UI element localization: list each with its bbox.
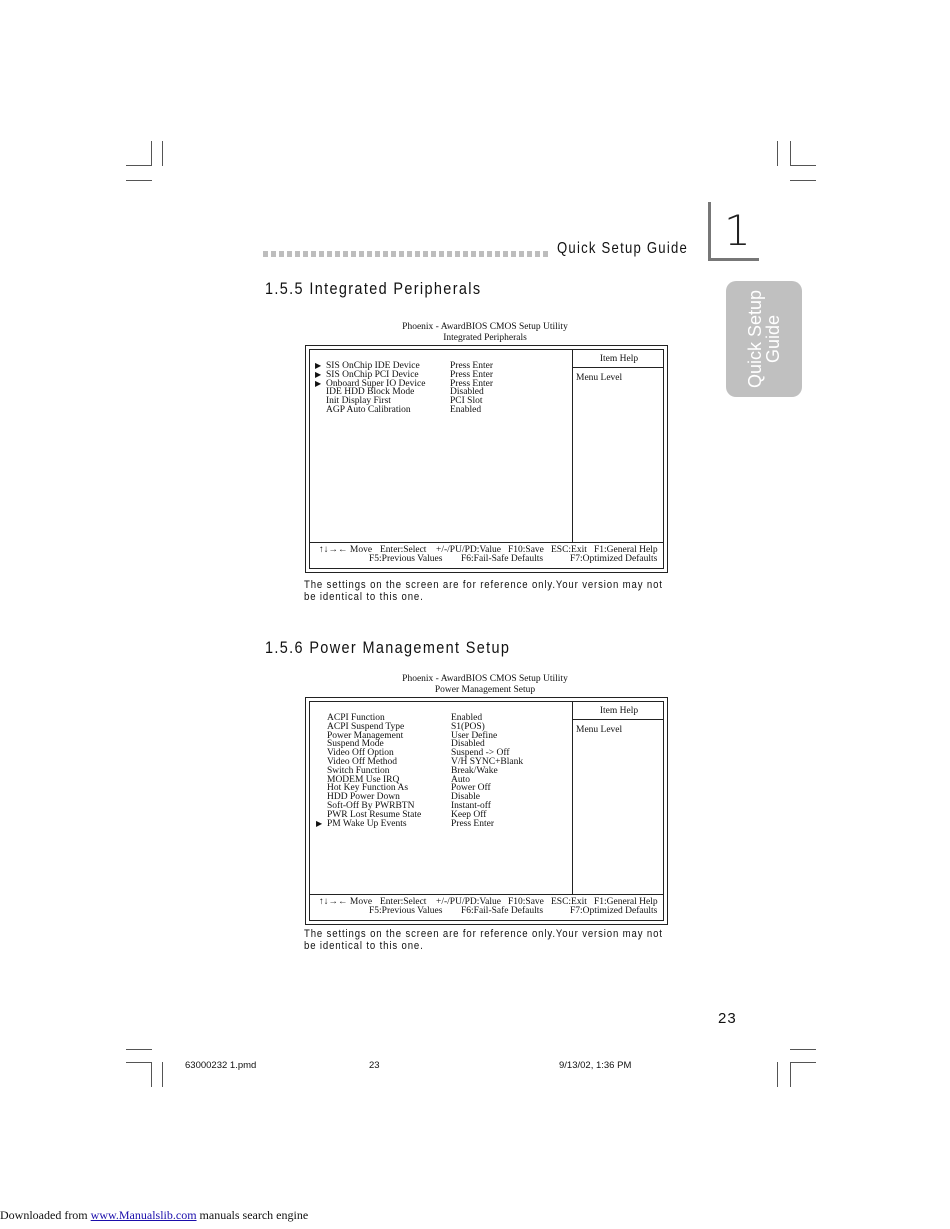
bios-screen bbox=[305, 697, 668, 925]
setting-value: Instant-off bbox=[451, 800, 491, 811]
setting-label: MODEM Use IRQ bbox=[327, 774, 400, 785]
crop-mark bbox=[151, 141, 152, 166]
crop-mark bbox=[790, 1062, 816, 1063]
submenu-arrow-icon: ▶ bbox=[316, 818, 323, 828]
reference-note: The settings on the screen are for reference only.Your version may not be identical to this one. bbox=[304, 579, 663, 603]
setting-label: ACPI Suspend Type bbox=[327, 721, 405, 732]
setting-value: V/H SYNC+Blank bbox=[451, 756, 524, 767]
running-header-title: Quick Setup Guide bbox=[557, 240, 689, 257]
footer-divider bbox=[310, 894, 663, 895]
setting-value: User Define bbox=[451, 730, 498, 741]
setting-value: Suspend -> Off bbox=[451, 748, 510, 759]
setting-value: Power Off bbox=[451, 783, 491, 794]
bios-caption-title: Phoenix - AwardBIOS CMOS Setup Utility bbox=[402, 674, 568, 684]
submenu-arrow-icon: ▶ bbox=[315, 369, 322, 379]
download-bar bbox=[0, 1208, 308, 1223]
setting-label: ACPI Function bbox=[327, 713, 385, 723]
setting-value: Disabled bbox=[451, 739, 485, 750]
item-help-title: Item Help bbox=[599, 354, 639, 364]
slug-date: 9/13/02, 1:36 PM bbox=[559, 1060, 632, 1071]
setting-value: Break/Wake bbox=[451, 765, 498, 776]
setting-value: PCI Slot bbox=[450, 396, 483, 407]
setting-value: Press Enter bbox=[450, 361, 494, 371]
crop-mark bbox=[790, 165, 816, 166]
crop-mark bbox=[162, 1062, 163, 1087]
key-enter: Enter:Select bbox=[380, 545, 427, 555]
submenu-arrow-icon: ▶ bbox=[315, 378, 322, 388]
help-title-divider bbox=[572, 719, 663, 720]
setting-value: Press Enter bbox=[451, 818, 495, 829]
setting-label: Video Off Method bbox=[327, 756, 397, 767]
bios-key-legend bbox=[310, 898, 663, 918]
bios-caption-subtitle: Power Management Setup bbox=[434, 685, 536, 695]
crop-mark bbox=[126, 1062, 152, 1063]
side-tab-line: Quick Setup bbox=[745, 289, 765, 389]
setting-label: Switch Function bbox=[327, 765, 390, 776]
setting-label: HDD Power Down bbox=[327, 792, 400, 803]
setting-value: Press Enter bbox=[450, 378, 494, 389]
crop-mark bbox=[126, 1049, 152, 1050]
slug-filename: 63000232 1.pmd bbox=[185, 1060, 257, 1071]
setting-value: Auto bbox=[451, 774, 470, 785]
header-dot-rule bbox=[263, 251, 551, 257]
help-title-divider bbox=[572, 367, 663, 368]
chapter-number: 1 bbox=[724, 206, 751, 255]
section-heading: 1.5.6 Power Management Setup bbox=[265, 638, 511, 657]
crop-mark bbox=[790, 180, 816, 181]
setting-label: PM Wake Up Events bbox=[327, 818, 407, 829]
setting-value: Keep Off bbox=[451, 809, 487, 820]
key-move: ↑↓→← Move bbox=[319, 545, 373, 555]
key-previous: F5:Previous Values bbox=[369, 906, 443, 916]
key-save: F10:Save bbox=[508, 897, 544, 907]
setting-label: Video Off Option bbox=[327, 748, 394, 759]
section-heading: 1.5.5 Integrated Peripherals bbox=[265, 279, 482, 298]
setting-label: SIS OnChip IDE Device bbox=[326, 361, 420, 371]
crop-mark bbox=[126, 180, 152, 181]
setting-value: Enabled bbox=[451, 713, 483, 723]
help-divider bbox=[572, 702, 573, 894]
setting-value: Enabled bbox=[450, 404, 482, 415]
setting-label: IDE HDD Block Mode bbox=[326, 387, 415, 398]
setting-label: Init Display First bbox=[326, 396, 391, 407]
setting-label: PWR Lost Resume State bbox=[327, 809, 422, 820]
reference-note: The settings on the screen are for reference only.Your version may not be identical to this one. bbox=[304, 928, 663, 952]
download-suffix: manuals search engine bbox=[199, 1208, 309, 1222]
bios-caption-subtitle: Integrated Peripherals bbox=[443, 333, 527, 343]
side-tab-line: Guide bbox=[763, 314, 783, 364]
footer-divider bbox=[310, 542, 663, 543]
key-enter: Enter:Select bbox=[380, 897, 427, 907]
crop-mark bbox=[151, 1062, 152, 1087]
help-divider bbox=[572, 350, 573, 542]
menu-level-label: Menu Level bbox=[576, 725, 623, 735]
bios-caption bbox=[295, 322, 675, 344]
bios-key-legend bbox=[310, 546, 663, 566]
setting-label: AGP Auto Calibration bbox=[326, 404, 411, 415]
setting-value: Press Enter bbox=[450, 369, 494, 380]
item-help-title: Item Help bbox=[599, 706, 639, 716]
key-help: F1:General Help bbox=[594, 897, 658, 907]
key-help: F1:General Help bbox=[594, 545, 658, 555]
crop-mark bbox=[790, 1049, 816, 1050]
bios-caption-title: Phoenix - AwardBIOS CMOS Setup Utility bbox=[402, 322, 568, 332]
key-optimized: F7:Optimized Defaults bbox=[570, 906, 658, 916]
key-value: +/-/PU/PD:Value bbox=[436, 897, 501, 907]
setting-label: Hot Key Function As bbox=[327, 783, 409, 794]
setting-label: Power Management bbox=[327, 730, 404, 741]
crop-mark bbox=[777, 141, 778, 166]
bios-frame bbox=[309, 701, 664, 921]
crop-mark bbox=[790, 141, 791, 166]
key-save: F10:Save bbox=[508, 545, 544, 555]
key-exit: ESC:Exit bbox=[551, 897, 587, 907]
key-failsafe: F6:Fail-Safe Defaults bbox=[461, 554, 544, 564]
setting-value: S1(POS) bbox=[451, 721, 485, 732]
setting-label: SIS OnChip PCI Device bbox=[326, 369, 419, 380]
crop-mark bbox=[162, 141, 163, 166]
menu-level-label: Menu Level bbox=[576, 373, 623, 383]
crop-mark bbox=[777, 1062, 778, 1087]
bios-frame bbox=[309, 349, 664, 569]
setting-label: Soft-Off By PWRBTN bbox=[327, 800, 415, 811]
bios-caption bbox=[295, 674, 675, 696]
slug-page: 23 bbox=[369, 1060, 380, 1071]
key-failsafe: F6:Fail-Safe Defaults bbox=[461, 906, 544, 916]
key-move: ↑↓→← Move bbox=[319, 897, 373, 907]
key-optimized: F7:Optimized Defaults bbox=[570, 554, 658, 564]
key-previous: F5:Previous Values bbox=[369, 554, 443, 564]
crop-mark bbox=[126, 165, 152, 166]
submenu-arrow-icon: ▶ bbox=[315, 361, 322, 370]
setting-label: Suspend Mode bbox=[327, 739, 384, 750]
setting-value: Disabled bbox=[450, 387, 484, 398]
side-tab-label bbox=[746, 290, 782, 388]
download-prefix: Downloaded from bbox=[0, 1208, 88, 1222]
page-number: 23 bbox=[718, 1010, 737, 1027]
bios-screen bbox=[305, 345, 668, 573]
manualslib-link[interactable]: www.Manualslib.com bbox=[90, 1208, 197, 1222]
crop-mark bbox=[790, 1062, 791, 1087]
key-exit: ESC:Exit bbox=[551, 545, 587, 555]
setting-value: Disable bbox=[451, 792, 481, 803]
key-value: +/-/PU/PD:Value bbox=[436, 545, 501, 555]
setting-label: Onboard Super IO Device bbox=[326, 378, 426, 389]
side-tab bbox=[726, 281, 802, 397]
